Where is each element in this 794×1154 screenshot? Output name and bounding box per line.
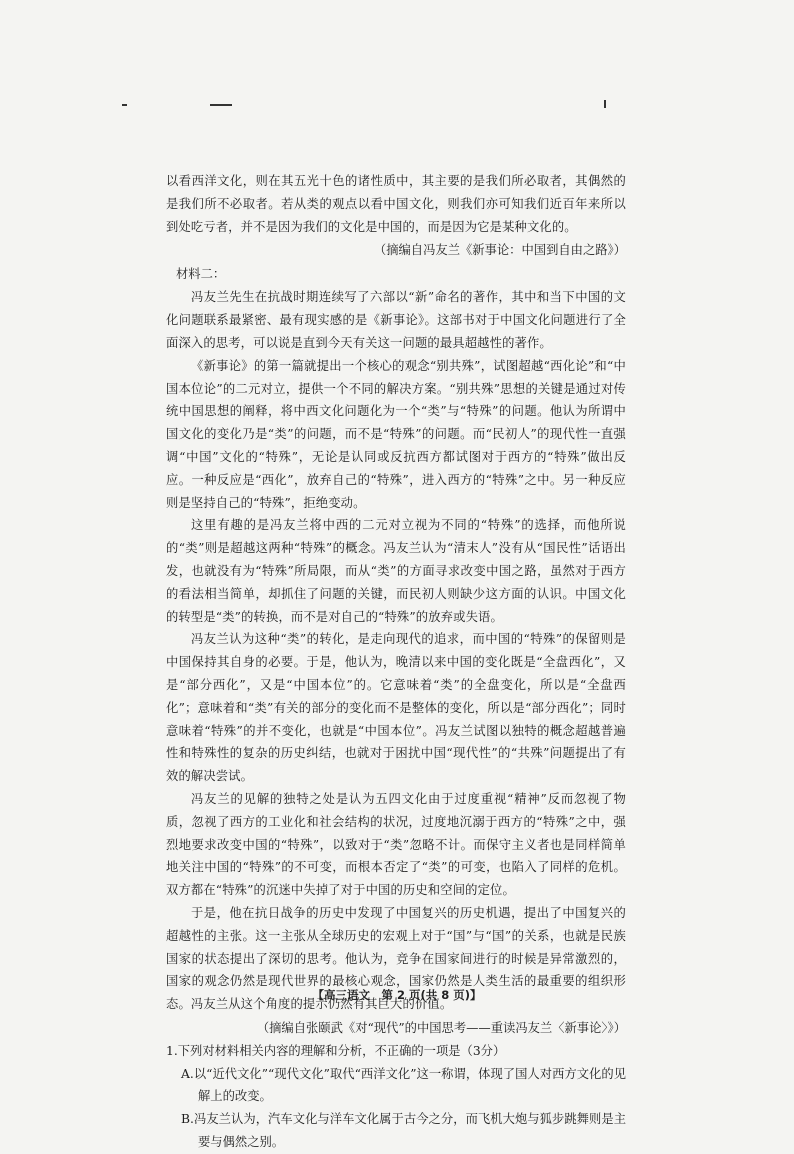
- source-citation-2: （摘编自张颐武《对“现代”的中国思考——重读冯友兰〈新事论〉》）: [256, 1020, 626, 1035]
- question-option-b: B.冯友兰认为，汽车文化与洋车文化属于古今之分，而飞机大炮与狐步跳舞则是主要与偶然之别。: [181, 1112, 626, 1150]
- passage-paragraph: 冯友兰的见解的独特之处是认为五四文化由于过度重视“精神”反而忽视了物质，忽视了西方的工业化和社会结构的状况，过度地沉溺于西方的“特殊”之中，强烈地要求改变中国的“特殊”，以致对于“类”忽略不计。而保守主义者也是同样简单地关注中国的“特殊”的不可变，而根本否定了“类”的可变，也陷入了同样的危机。双方都在“特殊”的沉迷中失掉了对于中国的历史和空间的定位。: [166, 791, 626, 898]
- passage-paragraph: 这里有趣的是冯友兰将中西的二元对立视为不同的“特殊”的选择，而他所说的“类”则是超越这两种“特殊”的概念。冯友兰认为“清末人”没有从“国民性”话语出发，也就没有为“特殊”所局限，而从“类”的方面寻求改变中国之路，虽然对于西方的看法相当简单，却抓住了问题的关键，而民初人则缺少这方面的认识。中国文化的转型是“类”的转换，而不是对自己的“特殊”的放弃或失语。: [166, 518, 626, 624]
- passage-paragraph: 于是，他在抗日战争的历史中发现了中国复兴的历史机遇，提出了中国复兴的超越性的主张。这一主张从全球历史的宏观上对于“国”与“国”的关系，也就是民族国家的状态提出了深切的思考。他认为，竞争在国家间进行的时候是异常激烈的，国家的观念仍然是现代世界的最核心观念，国家仍然是人类生活的最重要的组织形态。冯友兰从这个角度的提示仍然有其巨大的价值。: [166, 905, 626, 1012]
- passage-paragraph: 《新事论》的第一篇就提出一个核心的观念“别共殊”，试图超越“西化论”和“中国本位论”的二元对立，提供一个不同的解决方案。“别共殊”思想的关键是通过对传统中国思想的阐释，将中西文化问题化为一个“类”与“特殊”的问题。他认为所谓中国文化的变化乃是“类”的问题，而不是“特殊”的问题。而“民初人”的现代性一直强调“中国”文化的“特殊”，无论是认同或反抗西方都试图对于西方的“特殊”做出反应。一种反应是“西化”，放弃自己的“特殊”，进入西方的“特殊”之中。另一种反应则是坚持自己的“特殊”，拒绝变动。: [166, 358, 626, 510]
- passage-paragraph: 冯友兰先生在抗战时期连续写了六部以“新”命名的著作，其中和当下中国的文化问题联系最紧密、最有现实感的是《新事论》。这部书对于中国文化问题进行了全面深入的思考，可以说是直到今天有关这一问题的最具超越性的著作。: [166, 290, 626, 350]
- passage-paragraph: 冯友兰认为这种“类”的转化，是走向现代的追求，而中国的“特殊”的保留则是中国保持其自身的必要。于是，他认为，晚清以来中国的变化既是“全盘西化”，又是“部分西化”，又是“中国本位”的。它意味着“类”的全盘变化，所以是“全盘西化”；意味着和“类”有关的部分的变化而不是整体的变化，所以是“部分西化”；同时意味着“特殊”的并不变化，也就是“中国本位”。冯友兰试图以独特的概念超越普遍性和特殊性的复杂的历史纠结，也就对于困扰中国“现代性”的“共殊”问题提出了有效的解决尝试。: [166, 632, 626, 784]
- scan-mark: [210, 104, 232, 106]
- document-page: [166, 170, 626, 1154]
- passage-continuation: 以看西洋文化，则在其五光十色的诸性质中，其主要的是我们所必取者，其偶然的是我们所不必取者。若从类的观点以看中国文化，则我们亦可知我们近百年来所以到处吃亏者，并不是因为我们的文化是中国的，而是因为它是某种文化的。: [166, 174, 626, 234]
- page-footer: 【高三语文 第 2 页(共 8 页)】: [312, 988, 482, 1002]
- scan-mark: [122, 104, 127, 106]
- scan-mark: [604, 100, 606, 108]
- material-2-label: 材料二：: [176, 267, 226, 282]
- source-citation-1: （摘编自冯友兰《新事论：中国到自由之路》）: [373, 243, 626, 258]
- question-stem: 1.下列对材料相关内容的理解和分析，不正确的一项是（3分）: [166, 1043, 506, 1058]
- question-option-a: A.以“近代文化”“现代文化”取代“西洋文化”这一称谓，体现了国人对西方文化的见解上的改变。: [181, 1066, 626, 1104]
